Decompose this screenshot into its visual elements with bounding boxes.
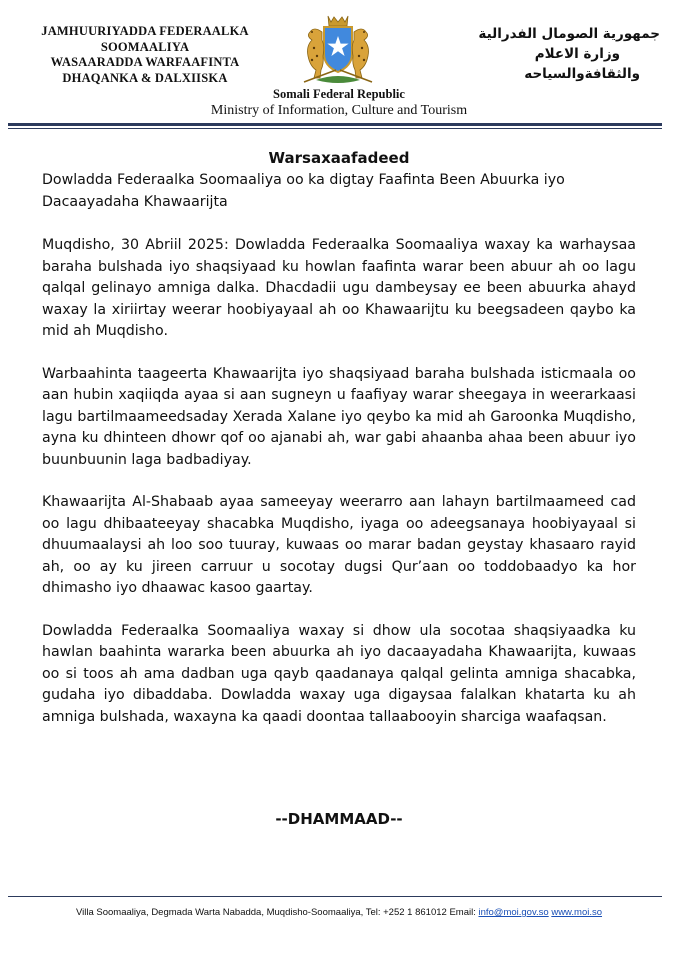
ministry-name: Ministry of Information, Culture and Tourism bbox=[210, 103, 468, 118]
header-divider-thin bbox=[8, 128, 662, 129]
footer bbox=[0, 907, 678, 918]
paragraph: Dowladda Federaalka Soomaaliya waxay si dhow ula socotaa shaqsiyaadka ku hawlan baahinta wararka been abuurka ah iyo dacaayadaha Khawaarijta, kuwaas oo si toos ah ama dadban uga qayb qaadanaya qalqal gelinta amniga shacabka, gudaha iyo dibaddaba. Dowladda waxay uga digaysaa falalkan khatarta ku ah amniga bulshada, waxayna ka qaadi doontaa tallaabooyin sharciga waafaqsan. bbox=[42, 622, 636, 725]
header-divider bbox=[8, 123, 662, 126]
website-link[interactable]: www.moi.so bbox=[551, 907, 603, 918]
country-name: Somali Federal Republic bbox=[273, 87, 405, 101]
document-body bbox=[42, 170, 636, 749]
letterhead-line-2: SOOMAALIYA bbox=[100, 39, 190, 54]
arabic-line-3: والثقافةوالسياحه bbox=[524, 66, 640, 82]
letterhead-line-4: DHAQANKA & DALXIISKA bbox=[62, 70, 228, 85]
letterhead-arabic-block bbox=[440, 24, 660, 84]
arabic-line-1: جمهورية الصومال الفدرالية bbox=[478, 26, 660, 42]
footer-divider bbox=[8, 896, 662, 897]
document-headline: Dowladda Federaalka Soomaaliya oo ka digtay Faafinta Been Abuurka iyo Dacaayadaha Khawaarijta bbox=[42, 172, 565, 210]
paragraph: Khawaarijta Al-Shabaab ayaa sameeyay weerarro aan lahayn bartilmaameed cad oo lagu dhibaateeyay shacabka Muqdisho, iyaga oo adeegsanaya hoobiyayaal si dhuumaalaysi ah loo soo tuuray, kuwaas oo marar badan geystay khasaaro rayid ah, oo ay ku jireen carruur u socotay dugsi Qur’aan oo toddobaadyo ka hor dhimasho iyo dhaawac kasoo gaartay. bbox=[42, 494, 636, 596]
somalia-coat-of-arms-icon bbox=[290, 12, 386, 86]
footer-address: Villa Soomaaliya, Degmada Warta Nabadda, Muqdisho-Soomaaliya, Tel: +252 1 861012 Email: bbox=[75, 907, 479, 918]
email-link[interactable]: info@moi.gov.so bbox=[478, 907, 549, 918]
end-marker: --DHAMMAAD-- bbox=[275, 810, 403, 828]
paragraph: Muqdisho, 30 Abriil 2025: Dowladda Federaalka Soomaaliya waxay ka warhaysaa baraha bulshada iyo shaqsiyaad ku howlan faafinta warar been abuur ah oo lagu qalqal gelinayo amniga dalka. Dhacdadii ugu dambeysay ee been abuurka ahayd waxay la xiriirtay weerar hoobiyayaal ah oo Khawaarijtu ku beegsadeen qaybo ka mid ah Muqdisho. bbox=[42, 237, 636, 339]
letterhead-somali-block bbox=[16, 24, 274, 86]
arabic-line-2: وزارة الاعلام bbox=[534, 46, 620, 62]
letterhead-line-3: WASAARADDA WARFAAFINTA bbox=[50, 55, 240, 69]
letterhead-english-block bbox=[200, 86, 478, 120]
document-title: Warsaxaafadeed bbox=[268, 149, 410, 167]
letterhead-line-1: JAMHUURIYADDA FEDERAALKA bbox=[41, 24, 249, 38]
paragraph: Warbaahinta taageerta Khawaarijta iyo shaqsiyaad baraha bulshada isticmaala oo aan hubin xaqiiqda ayaa si aan sugneyn u faafiyay warar sheegaya in weerarkaasi lagu bartilmaameedsaday Xerada Xalane iyo qeybo ka mid ah Garoonka Muqdisho, ayna ku dhinteen dhowr qof oo ajanabi ah, war gabi ahaanba ahaa been abuur iyo buunbuunin laga badbadiyay. bbox=[42, 365, 636, 468]
